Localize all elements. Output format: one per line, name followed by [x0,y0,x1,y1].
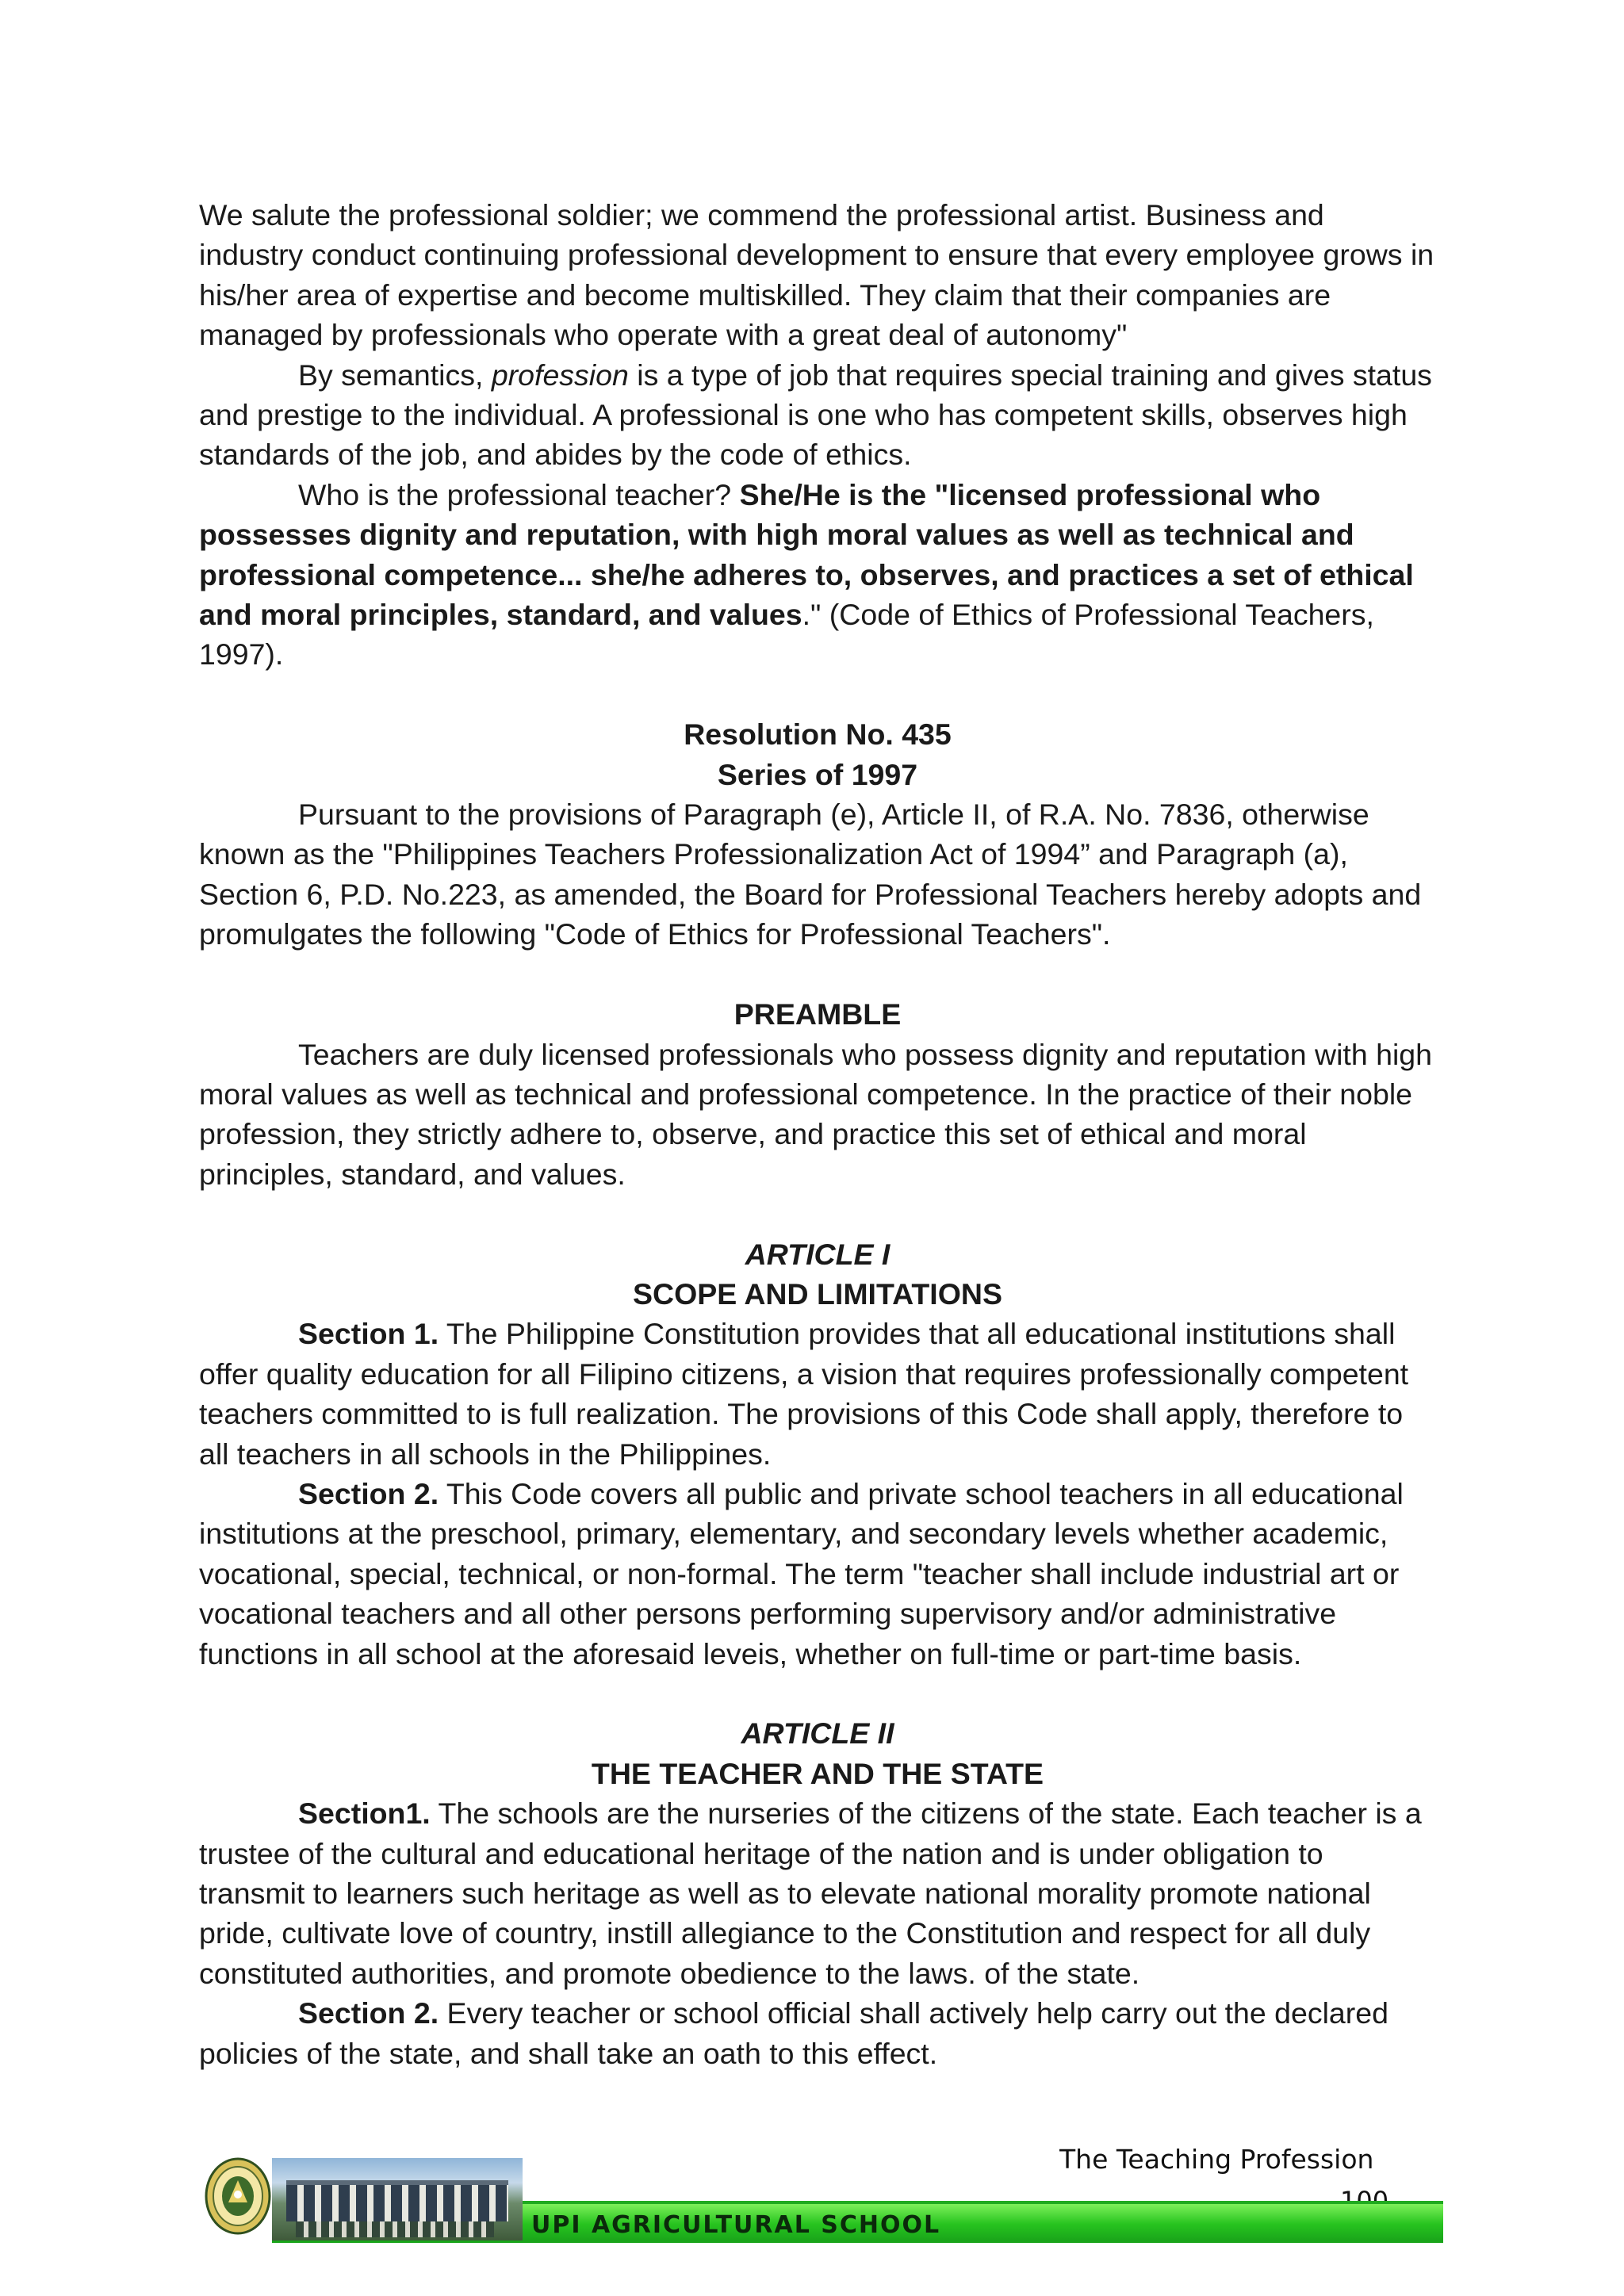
school-building-photo [272,2158,523,2241]
article-1-section-1: Section 1. The Philippine Constitution provides that all educational institutions shall offer quality education for all Filipino citizens, a vision that requires professionally competent teachers committed to is full realization. The provisions of this Code shall apply, therefore to all teachers in all schools in the Philippines. [199,1317,1409,1471]
preamble-heading: PREAMBLE [733,997,902,1031]
profession-definition-paragraph: By semantics, profession is a type of job that requires special training and gives status and prestige to the individual. A professional is one who has competent skills, observes high standards of the job, and abides by the code of ethics. [199,358,1432,472]
footer-book-title: The Teaching Profession [1059,2144,1374,2174]
document-body [199,195,1436,2073]
profession-term: profession [491,358,629,392]
article-1-section-2: Section 2. This Code covers all public and private school teachers in all educational institutions at the preschool, primary, elementary, and secondary levels whether academic, vocational, special, technical, or non-formal. The term "teacher shall include industrial art or vocational teachers and all other persons performing supervisory and/or administrative functions in all school at the aforesaid leveis, whether on full-time or part-time basis. [199,1476,1404,1670]
resolution-title: Resolution No. 435 [684,718,952,752]
preamble-paragraph: Teachers are duly licensed professionals who possess dignity and reputation with high moral values as well as technical and professional competence. In the practice of their noble profession, they strictly adhere to, observe, and practice this set of ethical and moral principles, standard, and values. [199,1037,1432,1191]
intro-paragraph: We salute the professional soldier; we commend the professional artist. Business and industry conduct continuing professional development to ensure that every employee grows in his/her area of expertise and become multiskilled. They claim that their companies are managed by professionals who operate with a great deal of autonomy" [199,198,1434,352]
school-name: UPI AGRICULTURAL SCHOOL [531,2211,941,2239]
article-2-title: THE TEACHER AND THE STATE [591,1756,1044,1790]
resolution-series: Series of 1997 [717,757,918,791]
article-2-number: ARTICLE II [741,1716,894,1751]
school-seal-icon [205,2156,271,2236]
article-1-number: ARTICLE I [745,1237,891,1271]
professional-teacher-paragraph: Who is the professional teacher? She/He is the "licensed professional who possesses dignity and reputation, with high moral values as well as technical and professional competence... she/he adheres to, observes, and practices a set of ethical and moral principles, standard, and values." (Code of Ethics of Professional Teachers, 1997). [199,477,1414,672]
resolution-paragraph: Pursuant to the provisions of Paragraph (e), Article II, of R.A. No. 7836, otherwise known as the "Philippines Teachers Professionalization Act of 1994” and Paragraph (a), Section 6, P.D. No.223, as amended, the Board for Professional Teachers hereby adopts and promulgates the following "Code of Ethics for Professional Teachers". [199,798,1422,951]
teacher-definition-quote: She/He is the "licensed professional who possesses dignity and reputation, with high moral values as well as technical and professional competence... she/he adheres to, observes, and practices a set of ethical and moral principles, standard, and values [199,477,1414,632]
article-2-section-2: Section 2. Every teacher or school official shall actively help carry out the declared policies of the state, and shall take an oath to this effect. [199,1996,1388,2070]
article-2-section-1: Section1. The schools are the nurseries of the citizens of the state. Each teacher is a trustee of the cultural and educational heritage of the nation and is under obligation to transmit to learners such heritage as well as to elevate national morality promote national pride, cultivate love of country, instill allegiance to the Constitution and respect for all duly constituted authorities, and promote obedience to the laws. of the state. [199,1797,1422,1990]
article-1-title: SCOPE AND LIMITATIONS [633,1276,1002,1311]
